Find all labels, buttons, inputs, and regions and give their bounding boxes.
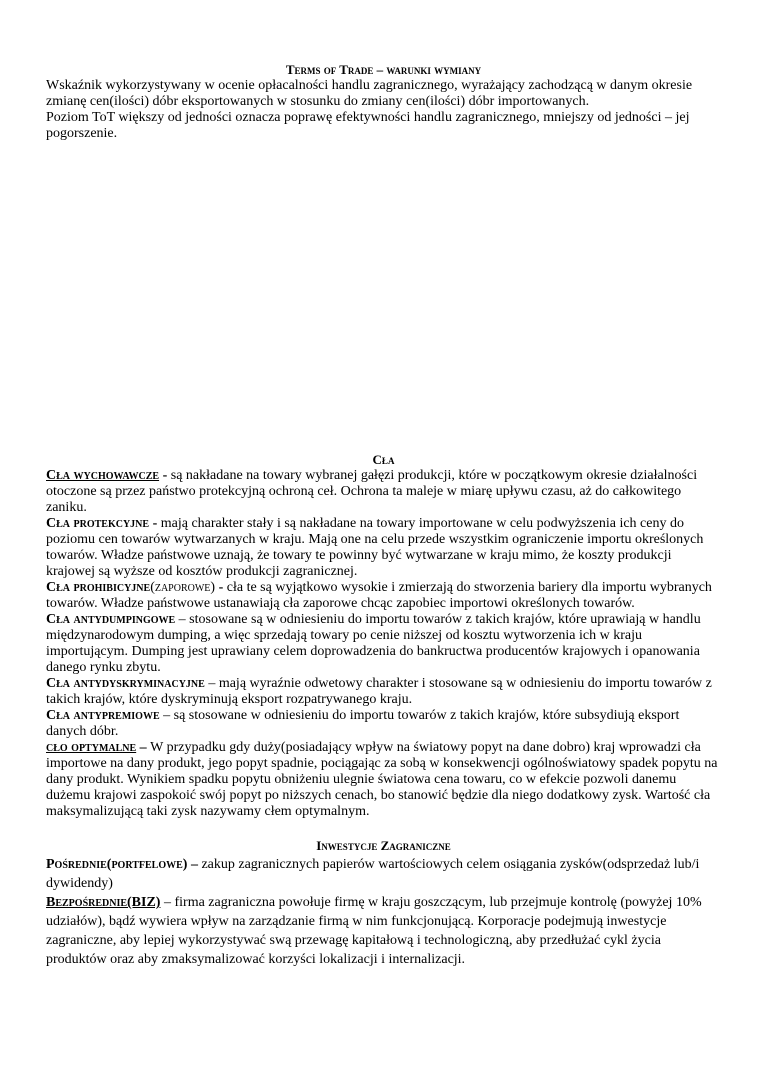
inwestycje-text: zakup zagranicznych papierów wartościowych celem osiągania zysków(odsprzedaż lub/i dywidendy) (46, 857, 700, 891)
cla-aside: (zaporowe) (150, 580, 216, 595)
cla-term: Cła prohibicyjne (46, 580, 151, 595)
inwestycje-item-bezposrednie (46, 893, 721, 969)
cla-term: Cła protekcyjne (46, 516, 150, 531)
inwestycje-text: firma zagraniczna powołuje firmę w kraju goszczącym, lub przejmuje kontrolę (powyżej 10% udziałów), bądź wywiera wpływ na zarządzanie firmą w nim funkcjonującą. Korporacje podejmują inwestycje zagraniczne, aby lepiej wykorzystywać swą przewagę kapitałową i technologiczną, aby przedłużać cykl życia produktów oraz aby zmaksymalizować korzyści lokalizacji i internalizacji. (46, 895, 702, 967)
cla-text: W przypadku gdy duży(posiadający wpływ na światowy popyt na dane dobro) kraj wprowadzi cła importowe na dany produkt, jego popyt spadnie, pociągając za sobą w konsekwencji ogólnoświatowy spadek popytu na dany produkt. Wynikiem spadku popytu obniżeniu ulegnie światowa cena towaru, co w efekcie pozwoli danemu dużemu krajowi zaspokoić swój popyt po niższych cenach, bo stanowić będzie dla niego dodatkowy zysk. Wartość cła maksymalizującą taki zysk nazywamy cłem optymalnym. (46, 740, 718, 819)
cla-item-antydumpingowe (46, 612, 721, 676)
cla-sep: - (215, 580, 227, 595)
cla-term: Cła wychowawcze (46, 468, 160, 483)
cla-term: cło optymalne (46, 740, 137, 755)
cla-sep: - (159, 468, 171, 483)
cla-sep: – (175, 612, 190, 627)
cla-text: mają wyraźnie odwetowy charakter i stosowane są w odniesieniu do importu towarów z takich krajów, które dyskryminują eksport rozpatrywanego kraju. (46, 676, 712, 707)
terms-of-trade-title: Terms of Trade – warunki wymiany (285, 62, 482, 77)
cla-item-antypremiowe (46, 708, 721, 740)
inwestycje-term: Bezpośrednie(BIZ) (46, 895, 161, 910)
inwestycje-term: Pośrednie(portfelowe) (46, 857, 188, 872)
tot-paragraph-1: Wskaźnik wykorzystywany w ocenie opłacalności handlu zagranicznego, wyrażający zachodzącą w danym okresie zmianę cen(ilości) dóbr eksportowanych w stosunku do zmiany cen(ilości) dóbr importowanych. (46, 78, 693, 109)
cla-item-prohibicyjne (46, 580, 721, 612)
cla-term: Cła antydyskryminacyjne (46, 676, 205, 691)
inwestycje-sep: – (160, 895, 175, 910)
inwestycje-section (46, 838, 721, 969)
cla-sep: – (204, 676, 219, 691)
cla-item-protekcyjne (46, 516, 721, 580)
cla-sep: – (159, 708, 174, 723)
inwestycje-item-posrednie (46, 855, 721, 893)
cla-text: są nakładane na towary wybranej gałęzi produkcji, które w początkowym okresie działalności otoczone są przez państwo protekcyjną ochroną ceł. Ochrona ta maleje w miarę upływu czasu, aż do całkowitego zaniku. (46, 468, 698, 515)
tot-paragraph-2: Poziom ToT większy od jedności oznacza poprawę efektywności handlu zagranicznego, mniejszy od jedności – jej pogorszenie. (46, 110, 690, 141)
cla-sep: - (149, 516, 161, 531)
inwestycje-sep: – (187, 857, 202, 872)
cla-text: są stosowane w odniesieniu do importu towarów z takich krajów, które subsydiują eksport danych dóbr. (46, 708, 680, 739)
cla-sep: – (136, 740, 151, 755)
cla-text: cła te są wyjątkowo wysokie i zmierzają do stworzenia bariery dla importu wybranych towarów. Władze państwowe ustanawiają cła zaporowe chcąc zapobiec importowi określonych towarów. (46, 580, 712, 611)
cla-term: Cła antypremiowe (46, 708, 160, 723)
cla-term: Cła antydumpingowe (46, 612, 176, 627)
cla-item-wychowawcze (46, 468, 721, 516)
cla-item-antydyskryminacyjne (46, 676, 721, 708)
cla-item-optymalne (46, 740, 721, 820)
cla-text: mają charakter stały i są nakładane na towary importowane w celu podwyższenia ich ceny do poziomu cen towarów wytwarzanych w kraju. Mają one na celu przede wszystkim ograniczenie importu określonych towarów. Władze państwowe uznają, że towary te powinny być wytwarzane w kraju mimo, że koszty produkcji krajowej są wyższe od kosztów produkcji zagranicznej. (46, 516, 704, 579)
inwestycje-title: Inwestycje Zagraniczne (316, 838, 451, 853)
cla-title: Cła (372, 452, 395, 467)
terms-of-trade-section (46, 62, 721, 142)
cla-section (46, 452, 721, 820)
cla-text: stosowane są w odniesieniu do importu towarów z takich krajów, które uprawiają w handlu międzynarodowym dumping, a więc sprzedają towary po cenie niższej od kosztu wytworzenia ich w kraju importującym. Dumping jest uprawiany celem doprowadzenia do bankructwa producentów krajowych i opanowania danego rynku zbytu. (46, 612, 701, 675)
